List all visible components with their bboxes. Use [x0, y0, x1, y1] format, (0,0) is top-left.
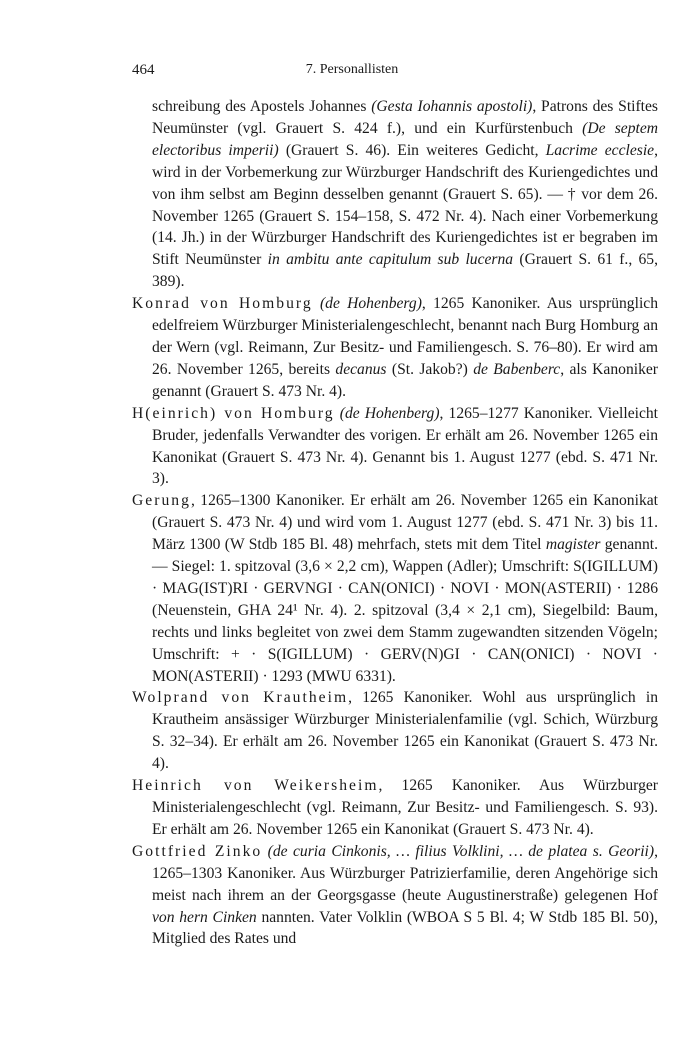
- entry-text: , Patrons des Stiftes Neumünster (vgl. Grauert S. 424 f.), und ein Kurfürstenbuch: [152, 98, 659, 137]
- document-body: [132, 96, 658, 950]
- italic-text: magister: [545, 536, 601, 554]
- entry-text: schreibung des Apostels Johannes: [152, 98, 372, 115]
- entry-name: Wolprand von Krautheim: [132, 689, 349, 707]
- entry-text: , 1265 Kanoniker. Wohl aus ursprünglich in Krautheim ansässiger Würzburger Ministerialenfamilie (vgl. Schich, Würzburg S. 32–34). Er erhält am 26. November 1265 ein Kanonikat (Grauert S. 473 Nr. 4).: [152, 689, 659, 773]
- italic-text: decanus: [335, 360, 387, 378]
- entry-text: , als Kanoniker genannt (Grauert S. 473 Nr. 4).: [152, 360, 658, 400]
- italic-text: (de Hohenberg): [319, 295, 422, 313]
- entry-text: (Grauert S. 46). Ein weiteres Gedicht,: [278, 141, 546, 159]
- entry-gottfried-zinko: [132, 841, 658, 951]
- entry-text: , 1265–1303 Kanoniker. Aus Würzburger Patrizierfamilie, deren Angehörige sich meist nach ihrem an der Georgsgasse (heute Augustinerstraße) gelegenen Hof: [152, 842, 658, 904]
- entry-name: Heinrich von Weikersheim: [132, 777, 379, 795]
- italic-text: von hern Cinken: [152, 908, 257, 926]
- italic-text: (de curia Cinkonis, … filius Volklini, … de platea s. Georii): [267, 842, 655, 860]
- running-head: 7. Personallisten: [305, 62, 399, 77]
- entry-text: [313, 295, 320, 312]
- italic-text: (De septem electoribus imperii): [152, 119, 659, 159]
- entry-konrad-von-homburg: [132, 293, 658, 403]
- entry-name: H(einrich) von Homburg: [132, 404, 335, 422]
- entry-name: Gerung: [132, 492, 191, 510]
- entry-text: , wird in der Vorbemerkung zur Würzburger Handschrift des Kuriengedichtes und von ihm selbst am Beginn desselben genannt (Grauert S. 65). — † vor dem 26. November 1265 (Grauert S. 154–158, S. 472 Nr. 4). Nach einer Vorbemerkung (14. Jh.) in der Würzburger Handschrift des Kuriengedichtes ist er begraben im Stift Neumünster: [152, 141, 658, 269]
- entry-text: , 1265–1277 Kanoniker. Vielleicht Bruder, jedenfalls Verwandter des vorigen. Er erhält am 26. November 1265 ein Kanonikat (Grauert S. 473 Nr. 4). Genannt bis 1. August 1277 (ebd. S. 471 Nr. 3).: [152, 404, 659, 488]
- italic-text: in ambitu ante capitulum sub lucerna: [267, 251, 514, 269]
- italic-text: Lacrime ecclesie: [545, 141, 655, 159]
- italic-text: de Babenberc: [473, 360, 561, 378]
- entry-text: , 1265 Kanoniker. Aus Würzburger Ministerialengeschlecht (vgl. Reimann, Zur Besitz- und Familiengesch. S. 93). Er erhält am 26. November 1265 ein Kanonikat (Grauert S. 473 Nr. 4).: [152, 777, 658, 838]
- entry-text: , 1265 Kanoniker. Aus ursprünglich edelfreiem Würzburger Ministerialengeschlecht, benannt nach Burg Homburg an der Wern (vgl. Reimann, Zur Besitz- und Familiengesch. S. 76–80). Er wird am 26. November 1265, bereits: [152, 295, 658, 378]
- entry-name: Konrad von Homburg: [132, 295, 313, 313]
- entry-continuation: [132, 96, 658, 293]
- entry-heinrich-von-homburg: [132, 403, 658, 491]
- entry-text: (St. Jakob?): [386, 360, 474, 378]
- entry-gerung: [132, 490, 658, 687]
- italic-text: (de Hohenberg): [339, 404, 440, 422]
- entry-text: , 1265–1300 Kanoniker. Er erhält am 26. November 1265 ein Kanonikat (Grauert S. 473 Nr. 4) und wird vom 1. August 1277 (ebd. S. 471 Nr. 3) bis 11. März 1300 (W Stdb 185 Bl. 48) mehrfach, stets mit dem Titel: [152, 492, 658, 554]
- entry-wolprand-von-krautheim: [132, 687, 658, 775]
- page-number: 464: [132, 62, 155, 78]
- entry-text: nannten. Vater Volklin (WBOA S 5 Bl. 4; W Stdb 185 Bl. 50), Mitglied des Rates und: [152, 908, 658, 948]
- italic-text: (Gesta Iohannis apostoli): [371, 98, 533, 115]
- entry-heinrich-von-weikersheim: [132, 775, 658, 841]
- entry-text: genannt. — Siegel: 1. spitzoval (3,6 × 2,2 cm), Wappen (Adler); Umschrift: S(IGILLUM) · MAG(IST)RI · GERVNGI · CAN(ONICI) · NOVI · MON(ASTERII) · 1286 (Neuenstein, GHA 24¹ Nr. 4). 2. spitzoval (3,4 × 2,1 cm), Siegelbild: Baum, rechts und links begleitet von zwei dem Stamm zugewandten sitzenden Vögeln; Umschrift: + · S(IGILLUM) · GERV(N)GI · CAN(ONICI) · NOVI · MON(ASTERII) · 1293 (MWU 6331).: [152, 536, 658, 685]
- entry-name: Gottfried Zinko: [132, 842, 263, 860]
- entry-text: (Grauert S. 61 f., 65, 389).: [152, 251, 659, 291]
- page-header: [132, 58, 572, 82]
